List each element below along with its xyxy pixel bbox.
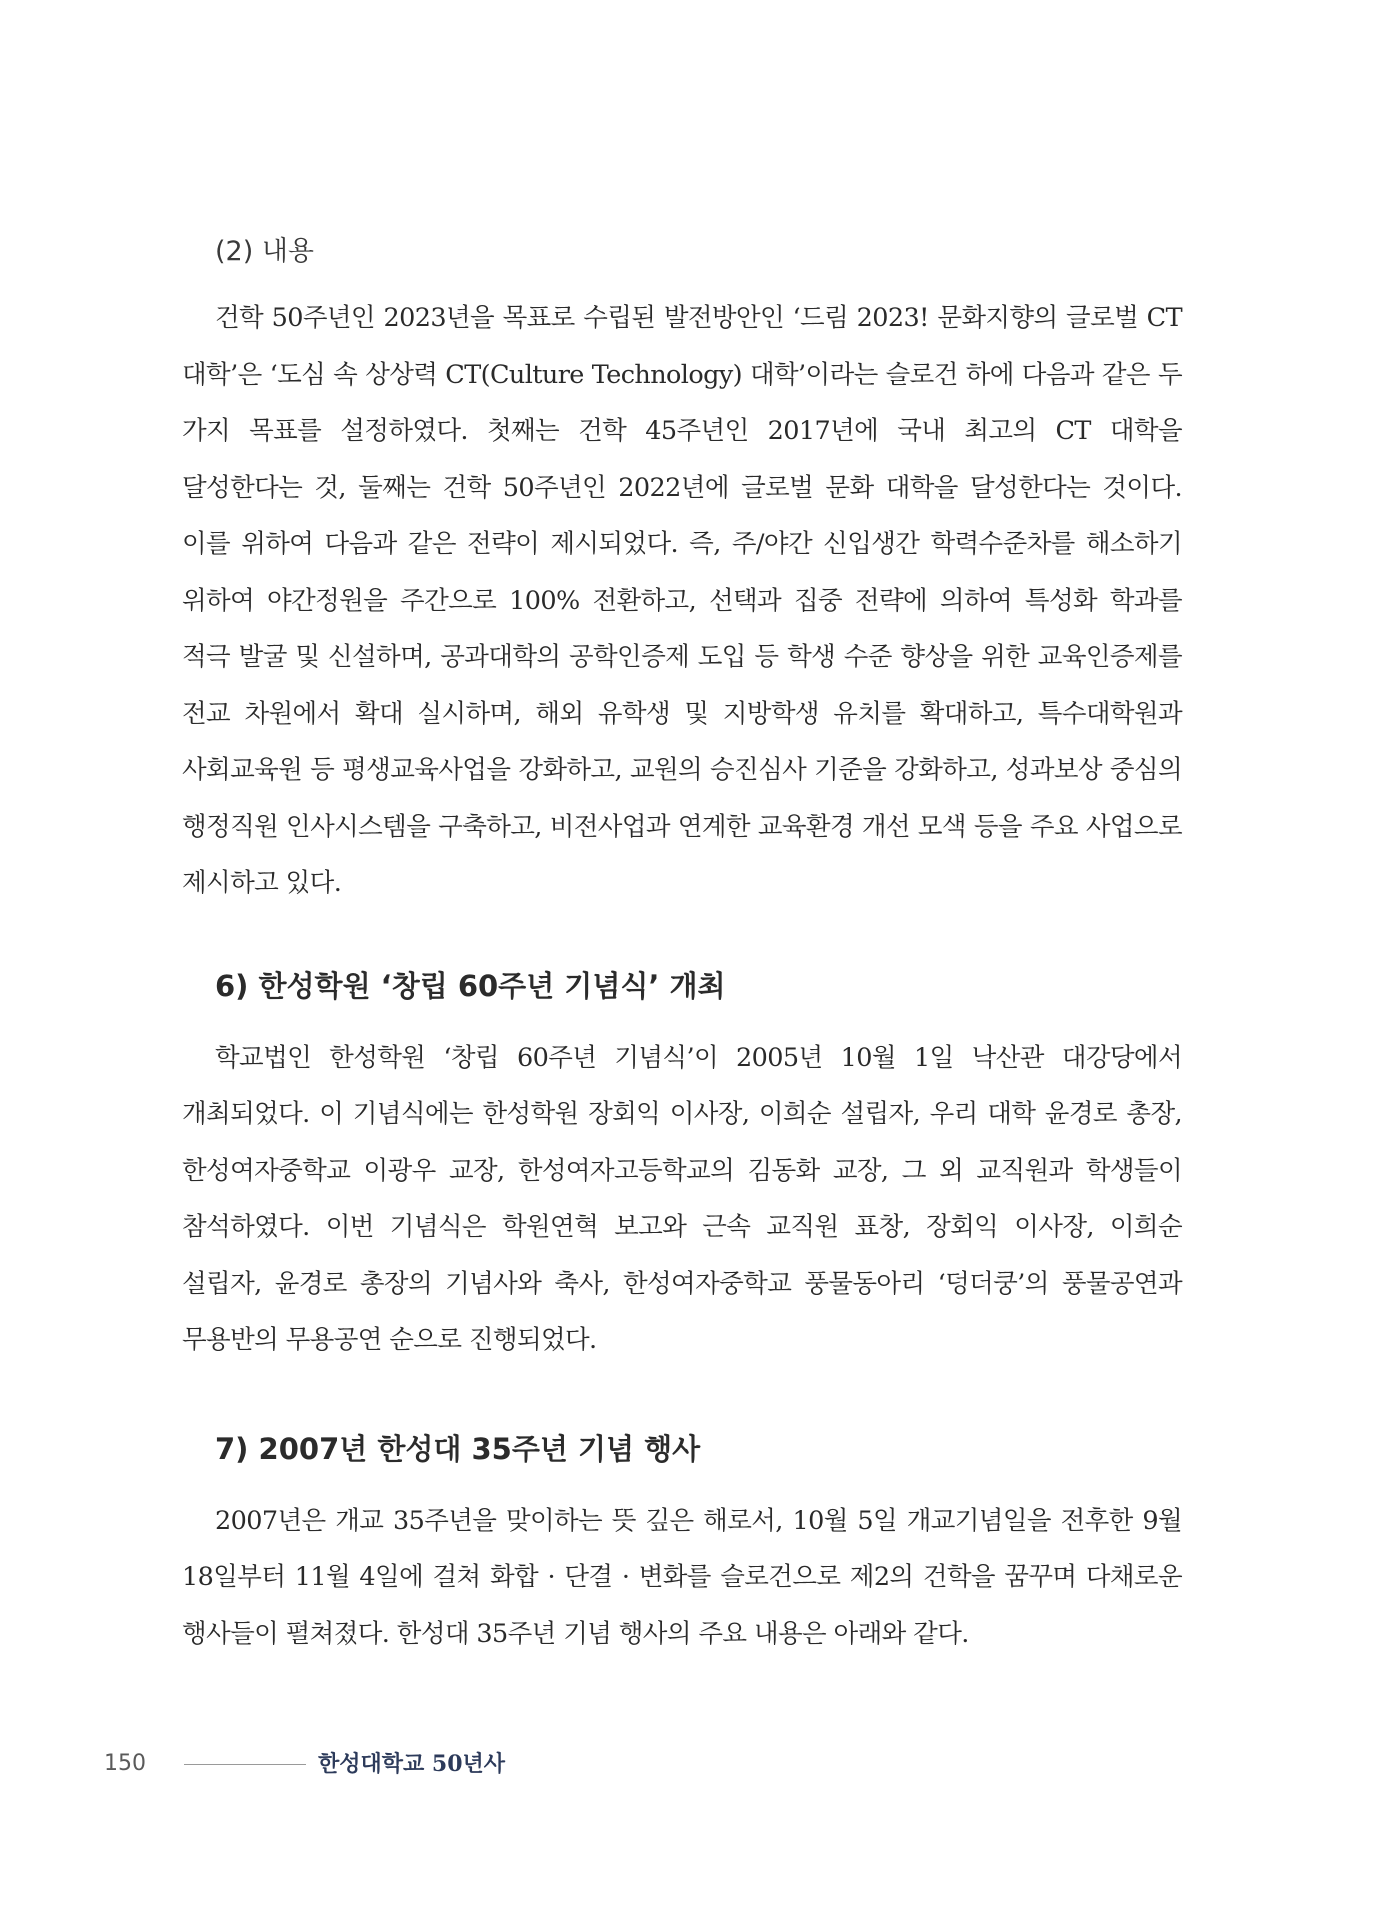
- section-gap: [182, 912, 1182, 964]
- section-6-paragraph: 학교법인 한성학원 ‘창립 60주년 기념식’이 2005년 10월 1일 낙산관 대강당에서 개최되었다. 이 기념식에는 한성학원 장회익 이사장, 이희순 설립자, 우리 대학 윤경로 총장, 한성여자중학교 이광우 교장, 한성여자고등학교의 김동화 교장, 그 외 교직원과 학생들이 참석하였다. 이번 기념식은 학원연혁 보고와 근속 교직원 표창, 장회익 이사장, 이희순 설립자, 윤경로 총장의 기념사와 축사, 한성여자중학교 풍물동아리 ‘덩더쿵’의 풍물공연과 무용반의 무용공연 순으로 진행되었다.: [182, 1042, 1182, 1355]
- section-6-heading: 6) 한성학원 ‘창립 60주년 기념식’ 개최: [215, 968, 726, 1003]
- section-7-paragraph: 2007년은 개교 35주년을 맞이하는 뜻 깊은 해로서, 10월 5일 개교기념일을 전후한 9월 18일부터 11월 4일에 걸쳐 화합 · 단결 · 변화를 슬로건으로 제2의 건학을 꿈꾸며 다채로운 행사들이 펼쳐졌다. 한성대 35주년 기념 행사의 주요 내용은 아래와 같다.: [182, 1505, 1182, 1649]
- section-7-heading: 7) 2007년 한성대 35주년 기념 행사: [215, 1431, 701, 1466]
- subheading-content: (2) 내용: [215, 236, 314, 267]
- paragraph-content: 건학 50주년인 2023년을 목표로 수립된 발전방안인 ‘드림 2023! 문화지향의 글로벌 CT 대학’은 ‘도심 속 상상력 CT(Culture Technology) 대학’이라는 슬로건 하에 다음과 같은 두 가지 목표를 설정하였다. 첫째는 건학 45주년인 2017년에 국내 최고의 CT 대학을 달성한다는 것, 둘째는 건학 50주년인 2022년에 글로벌 문화 대학을 달성한다는 것이다. 이를 위하여 다음과 같은 전략이 제시되었다. 즉, 주/야간 신입생간 학력수준차를 해소하기 위하여 야간정원을 주간으로 100% 전환하고, 선택과 집중 전략에 의하여 특성화 학과를 적극 발굴 및 신설하며, 공과대학의 공학인증제 도입 등 학생 수준 향상을 위한 교육인증제를 전교 차원에서 확대 실시하며, 해외 유학생 및 지방학생 유치를 확대하고, 특수대학원과 사회교육원 등 평생교육사업을 강화하고, 교원의 승진심사 기준을 강화하고, 성과보상 중심의 행정직원 인사시스템을 구축하고, 비전사업과 연계한 교육환경 개선 모색 등을 주요 사업으로 제시하고 있다.: [182, 303, 1182, 898]
- page-footer: [0, 1744, 1400, 1784]
- page-number: 150: [104, 1751, 146, 1776]
- page-body: [182, 232, 1182, 1662]
- section-gap: [182, 1369, 1182, 1427]
- book-title: 한성대학교 50년사: [318, 1751, 506, 1777]
- footer-divider: [184, 1764, 306, 1765]
